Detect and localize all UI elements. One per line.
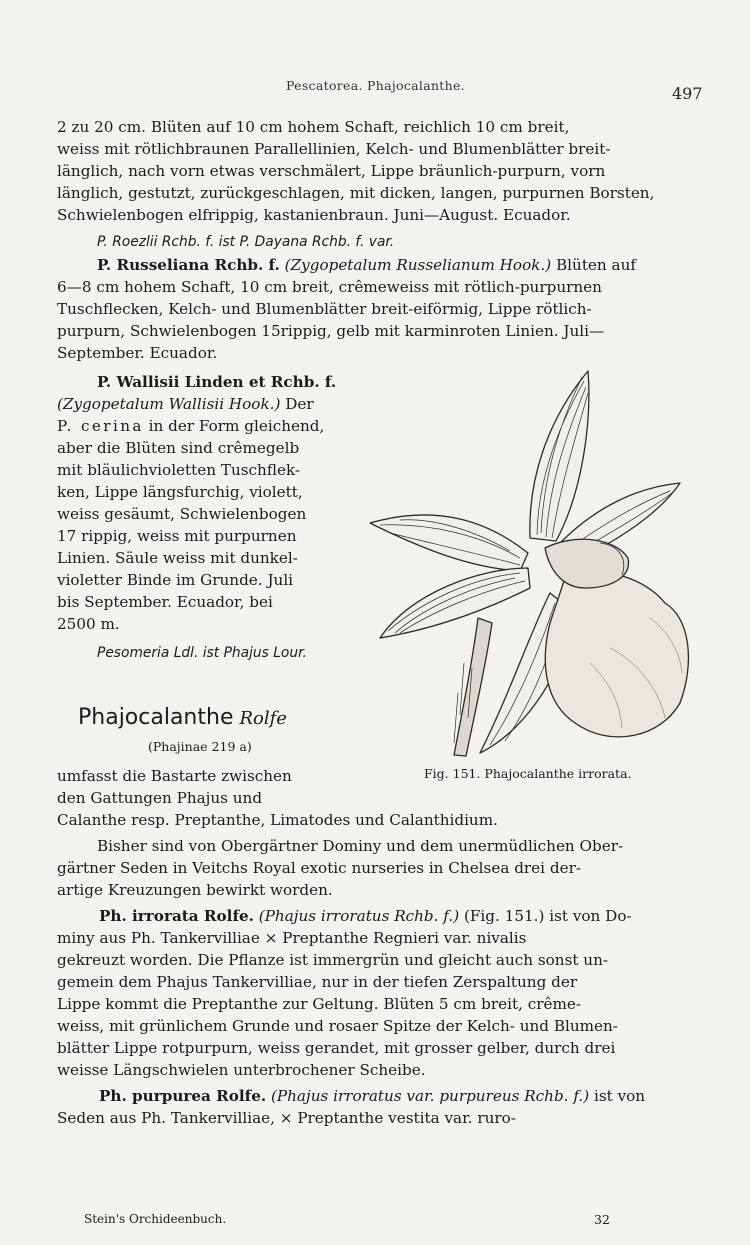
irrorata-text-1: (Fig. 151.) ist von Do- bbox=[459, 907, 632, 925]
purpurea-line-2: Seden aus Ph. Tankervilliae, × Preptanthe vestita var. ruro- bbox=[57, 1109, 516, 1127]
genus-desc-line-1: umfasst die Bastarte zwischen bbox=[57, 767, 292, 785]
history-line-1: Bisher sind von Obergärtner Dominy und dem unermüdlichen Ober- bbox=[97, 837, 624, 855]
roezlii-note bbox=[97, 231, 707, 254]
purpurea-name: Ph. purpurea Rolfe. bbox=[99, 1087, 267, 1105]
irrorata-line-1 bbox=[57, 906, 707, 928]
wallisii-line-5: mit bläulichvioletten Tuschflek- bbox=[57, 461, 301, 479]
wallisii-line-8: 17 rippig, weiss mit purpurnen bbox=[57, 527, 297, 545]
russeliana-line-4: purpurn, Schwielenbogen 15rippig, gelb mit karminroten Linien. Juli— bbox=[57, 322, 605, 340]
intro-line-4: länglich, gestutzt, zurückgeschlagen, mit dicken, langen, purpurnen Borsten, bbox=[57, 184, 655, 202]
footer-book-title: Stein's Orchideenbuch. bbox=[84, 1212, 227, 1226]
wallisii-line-9: Linien. Säule weiss mit dunkel- bbox=[57, 549, 298, 567]
genus-subtribe: (Phajinae 219 a) bbox=[148, 739, 252, 754]
genus-name: Phajocalanthe bbox=[78, 705, 234, 730]
page-number: 497 bbox=[672, 84, 703, 103]
wallisii-synonym: (Zygopetalum Wallisii Hook.) bbox=[57, 395, 281, 413]
wallisii-line-11: bis September. Ecuador, bei bbox=[57, 593, 273, 611]
genus-desc-line-2: den Gattungen Phajus und bbox=[57, 789, 263, 807]
irrorata-name: Ph. irrorata Rolfe. bbox=[99, 907, 254, 925]
genus-heading bbox=[78, 705, 287, 730]
wallisii-name: P. Wallisii Linden et Rchb. f. bbox=[97, 373, 337, 391]
irrorata-line-5: Lippe kommt die Preptanthe zur Geltung. Blüten 5 cm breit, crême- bbox=[57, 995, 581, 1013]
irrorata-line-8: weisse Längschwielen unterbrochener Scheibe. bbox=[57, 1061, 426, 1079]
russeliana-name: P. Russeliana Rchb. f. bbox=[97, 256, 280, 274]
russeliana-line-3: Tuschflecken, Kelch- und Blumenblätter breit-eiförmig, Lippe rötlich- bbox=[57, 300, 592, 318]
irrorata-line-2: miny aus Ph. Tankervilliae × Preptanthe Regnieri var. nivalis bbox=[57, 929, 527, 947]
wallisii-line-12: 2500 m. bbox=[57, 615, 120, 633]
russeliana-line-1 bbox=[57, 255, 707, 277]
wallisii-text-2: Der bbox=[280, 395, 314, 413]
history-line-2: gärtner Seden in Veitchs Royal exotic nurseries in Chelsea drei der- bbox=[57, 859, 581, 877]
irrorata-line-6: weiss, mit grünlichem Grunde und rosaer Spitze der Kelch- und Blumen- bbox=[57, 1017, 618, 1035]
intro-line-2: weiss mit rötlichbraunen Parallellinien, Kelch- und Blumenblätter breit- bbox=[57, 140, 611, 158]
intro-line-1: 2 zu 20 cm. Blüten auf 10 cm hohem Schaft, reichlich 10 cm breit, bbox=[57, 118, 570, 136]
genus-desc-line-3: Calanthe resp. Preptanthe, Limatodes und Calanthidium. bbox=[57, 811, 498, 829]
wallisii-line-1 bbox=[97, 372, 340, 394]
wallisii-cerina: P. cerina bbox=[57, 417, 144, 435]
wallisii-line-7: weiss gesäumt, Schwielenbogen bbox=[57, 505, 307, 523]
purpurea-text-1: ist von bbox=[589, 1087, 646, 1105]
running-header: Pescatorea. Phajocalanthe. bbox=[286, 78, 465, 93]
irrorata-synonym: (Phajus irroratus Rchb. f.) bbox=[258, 907, 460, 925]
russeliana-text-1: Blüten auf bbox=[551, 256, 636, 274]
pesomeria-text: Pesomeria Ldl. ist Phajus Lour. bbox=[97, 645, 307, 661]
roezlii-text: P. Roezlii Rchb. f. ist P. Dayana Rchb. f. var. bbox=[97, 234, 395, 250]
wallisii-text-3: in der Form gleichend, bbox=[143, 417, 325, 435]
russeliana-line-2: 6—8 cm hohem Schaft, 10 cm breit, crêmeweiss mit rötlich-purpurnen bbox=[57, 278, 602, 296]
irrorata-line-7: blätter Lippe rotpurpurn, weiss gerandet, mit grosser gelber, durch drei bbox=[57, 1039, 616, 1057]
pesomeria-note bbox=[97, 642, 357, 665]
russeliana-synonym: (Zygopetalum Russelianum Hook.) bbox=[284, 256, 552, 274]
irrorata-line-4: gemein dem Phajus Tankervilliae, nur in der tiefen Zerspaltung der bbox=[57, 973, 578, 991]
orchid-illustration bbox=[360, 363, 715, 763]
footer-signature: 32 bbox=[594, 1212, 610, 1227]
wallisii-line-2 bbox=[57, 394, 340, 416]
intro-line-3: länglich, nach vorn etwas verschmälert, Lippe bräunlich-purpurn, vorn bbox=[57, 162, 606, 180]
wallisii-line-3 bbox=[57, 416, 340, 438]
wallisii-line-4: aber die Blüten sind crêmegelb bbox=[57, 439, 300, 457]
purpurea-line-1 bbox=[57, 1086, 707, 1108]
irrorata-line-3: gekreuzt worden. Die Pflanze ist immergrün und gleicht auch sonst un- bbox=[57, 951, 608, 969]
intro-line-5: Schwielenbogen elfrippig, kastanienbraun. Juni—August. Ecuador. bbox=[57, 206, 571, 224]
russeliana-line-5: September. Ecuador. bbox=[57, 344, 218, 362]
figure-caption: Fig. 151. Phajocalanthe irrorata. bbox=[424, 766, 632, 781]
wallisii-line-6: ken, Lippe längsfurchig, violett, bbox=[57, 483, 303, 501]
genus-author: Rolfe bbox=[239, 708, 287, 729]
history-line-3: artige Kreuzungen bewirkt worden. bbox=[57, 881, 333, 899]
purpurea-synonym: (Phajus irroratus var. purpureus Rchb. f.) bbox=[271, 1087, 590, 1105]
wallisii-line-10: violetter Binde im Grunde. Juli bbox=[57, 571, 294, 589]
